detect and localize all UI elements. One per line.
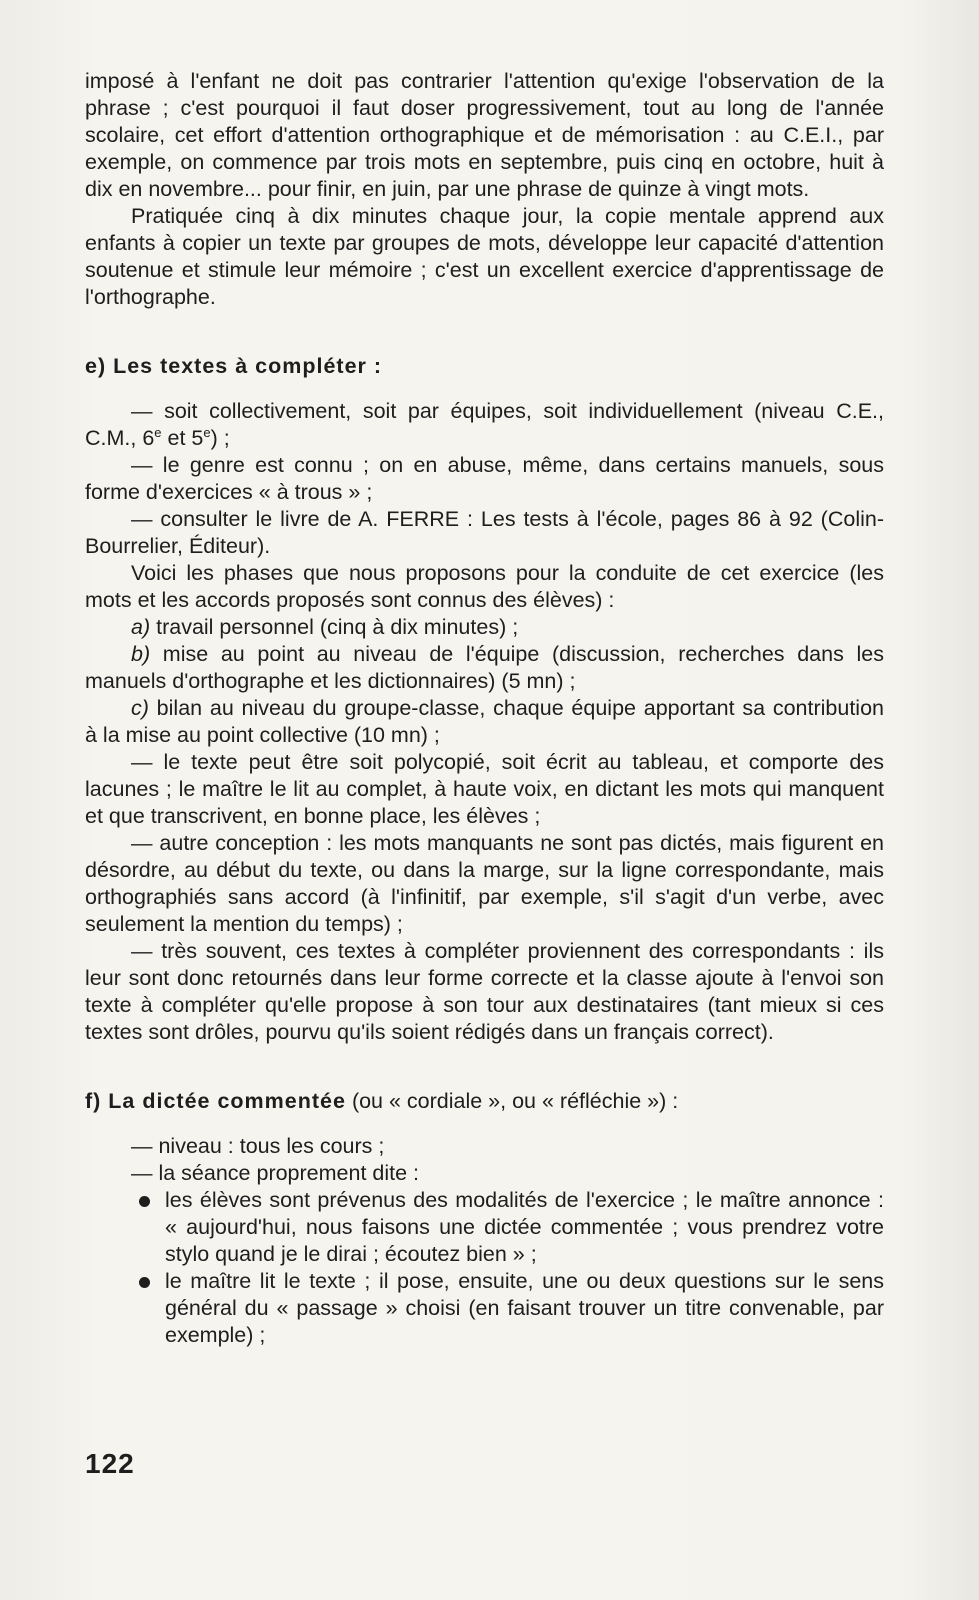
section-f-heading: f) La dictée commentée (ou « cordiale », ou « réfléchie ») : (85, 1089, 679, 1113)
bullet-item-2: le maître lit le texte ; il pose, ensuite, une ou deux questions sur le sens général du « passage » choisi (en faisant trouver un titre convenable, par exemple) ; (85, 1268, 884, 1349)
section-e-phases-intro: Voici les phases que nous proposons pour la conduite de cet exercice (les mots et les accords proposés sont connus des élèves) : (85, 561, 884, 612)
section-e-item-3: — consulter le livre de A. FERRE : Les tests à l'école, pages 86 à 92 (Colin-Bourrelier, Éditeur). (85, 507, 884, 558)
phase-a: a) travail personnel (cinq à dix minutes) ; (131, 615, 519, 639)
phase-c: c) bilan au niveau du groupe-classe, chaque équipe apportant sa contribution à la mise au point collective (10 mn) ; (85, 696, 884, 747)
page-number: 122 (85, 1448, 135, 1479)
phase-b: b) mise au point au niveau de l'équipe (discussion, recherches dans les manuels d'orthographe et les dictionnaires) (5 mn) ; (85, 642, 884, 693)
section-e-item-4: — le texte peut être soit polycopié, soit écrit au tableau, et comporte des lacunes ; le maître le lit au complet, à haute voix, en dictant les mots qui manquent et que transcrivent, en bonne place, les élèves ; (85, 750, 884, 828)
bullet-icon (139, 1277, 150, 1288)
section-f-bullet-list (85, 1187, 884, 1349)
section-e-heading: e) Les textes à compléter : (85, 354, 383, 378)
section-e-item-2: — le genre est connu ; on en abuse, même, dans certains manuels, sous forme d'exercices « à trous » ; (85, 453, 884, 504)
section-e-item-1: — soit collectivement, soit par équipes, soit individuellement (niveau C.E., C.M., 6e et 5e) ; (85, 399, 884, 450)
bullet-icon (139, 1196, 150, 1207)
section-f-item-1: — niveau : tous les cours ; (131, 1134, 385, 1158)
section-e-item-6: — très souvent, ces textes à compléter proviennent des correspondants : ils leur sont donc retournés dans leur forme correcte et la classe ajoute à l'envoi son texte à compléter qu'elle propose à son tour aux destinataires (tant mieux si ces textes sont drôles, pourvu qu'ils soient rédigés dans un français correct). (85, 939, 884, 1044)
section-e-item-5: — autre conception : les mots manquants ne sont pas dictés, mais figurent en désordre, au début du texte, ou dans la marge, sur la ligne correspondante, mais orthographiés sans accord (à l'infinitif, par exemple, s'il s'agit d'un verbe, avec seulement la mention du temps) ; (85, 831, 884, 936)
intro-paragraph-1: imposé à l'enfant ne doit pas contrarier l'attention qu'exige l'observation de la phrase ; c'est pourquoi il faut doser progressivement, tout au long de l'année scolaire, cet effort d'attention orthographique et de mémorisation : au C.E.I., par exemple, on commence par trois mots en septembre, puis cinq en octobre, huit à dix en novembre... pour finir, en juin, par une phrase de quinze à vingt mots. (85, 69, 884, 201)
bullet-item-1: les élèves sont prévenus des modalités de l'exercice ; le maître annonce : « aujourd'hui, nous faisons une dictée commentée ; vous prendrez votre stylo quand je le dirai ; écoutez bien » ; (85, 1187, 884, 1268)
section-f-item-2: — la séance proprement dite : (131, 1161, 420, 1185)
page-body (85, 68, 884, 1349)
intro-paragraph-2: Pratiquée cinq à dix minutes chaque jour, la copie mentale apprend aux enfants à copier un texte par groupes de mots, développe leur capacité d'attention soutenue et stimule leur mémoire ; c'est un excellent exercice d'apprentissage de l'orthographe. (85, 204, 884, 309)
